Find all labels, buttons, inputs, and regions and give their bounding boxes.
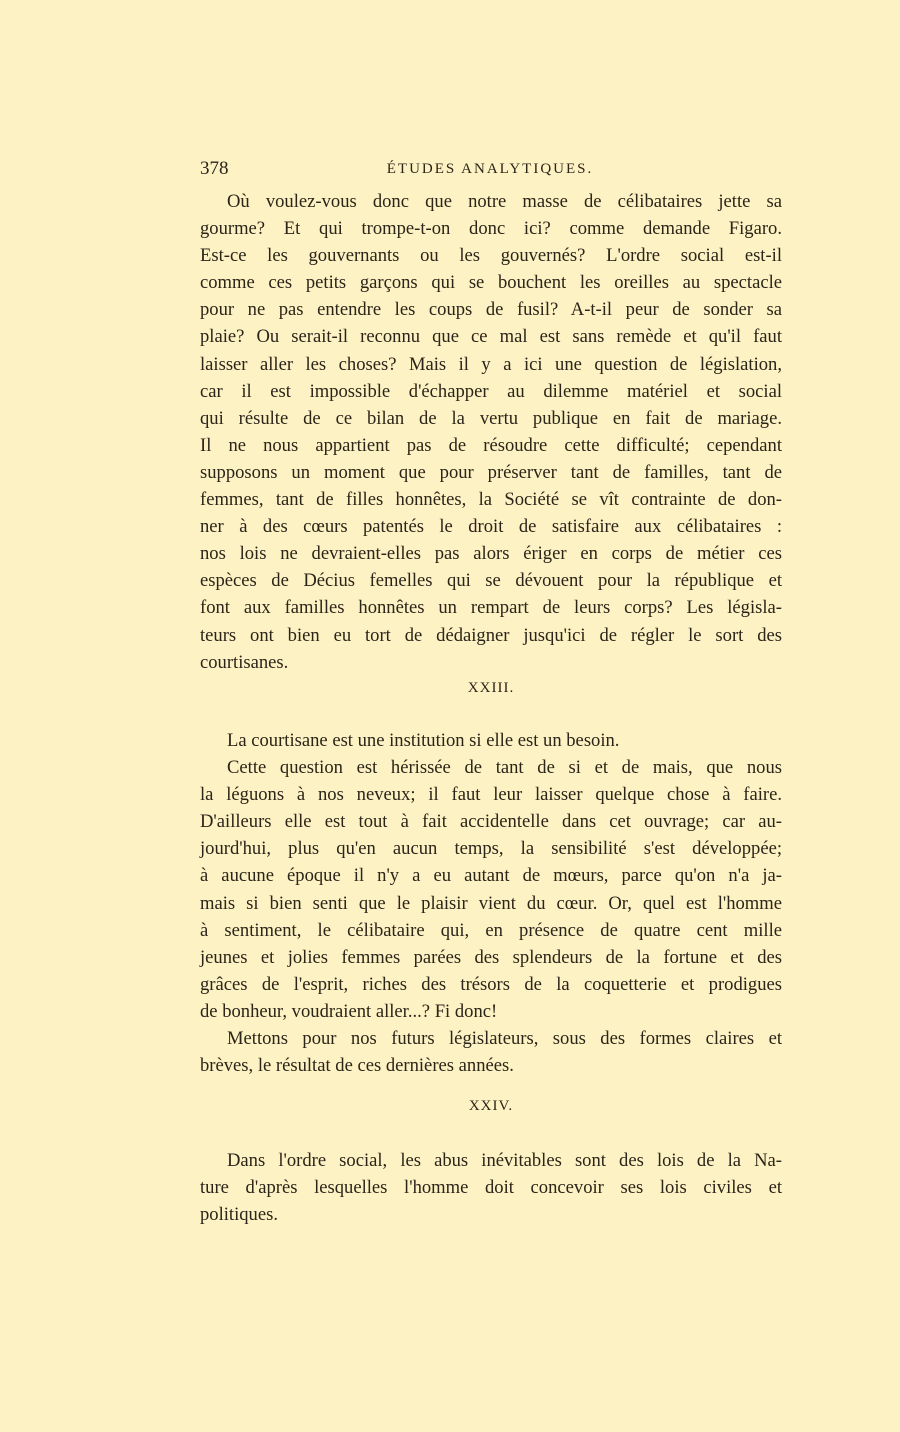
text-line: supposons un moment que pour préserver tant de familles, tant de: [200, 461, 782, 483]
text-line: car il est impossible d'échapper au dilemme matériel et social: [200, 380, 782, 402]
text-line: politiques.: [200, 1204, 278, 1226]
text-line: ner à des cœurs patentés le droit de satisfaire aux célibataires :: [200, 516, 782, 538]
text-line: Où voulez-vous donc que notre masse de célibataires jette sa: [227, 191, 782, 212]
text-line: font aux familles honnêtes un rempart de leurs corps? Les législa-: [200, 597, 782, 619]
text-line: qui résulte de ce bilan de la vertu publique en fait de mariage.: [200, 407, 782, 429]
text-line: Est-ce les gouvernants ou les gouvernés? L'ordre social est-il: [200, 245, 782, 267]
text-line: la léguons à nos neveux; il faut leur laisser quelque chose à faire.: [200, 784, 782, 806]
page-number: 378: [200, 158, 229, 179]
text-line: D'ailleurs elle est tout à fait accidentelle dans cet ouvrage; car au-: [200, 811, 782, 833]
text-line: pour ne pas entendre les coups de fusil? A-t-il peur de sonder sa: [200, 299, 782, 321]
text-line: courtisanes.: [200, 651, 289, 673]
text-line: teurs ont bien eu tort de dédaigner jusqu'ici de régler le sort des: [200, 624, 782, 646]
text-line: plaie? Ou serait-il reconnu que ce mal est sans remède et qu'il faut: [200, 326, 782, 348]
text-line: laisser aller les choses? Mais il y a ici une question de législation,: [200, 353, 782, 375]
text-line: espèces de Décius femelles qui se dévouent pour la république et: [200, 570, 782, 592]
text-line: Cette question est hérissée de tant de si et de mais, que nous: [227, 757, 782, 779]
text-line: comme ces petits garçons qui se bouchent les oreilles au spectacle: [200, 272, 782, 294]
text-line: ture d'après lesquelles l'homme doit concevoir ses lois civiles et: [200, 1177, 782, 1199]
section-xxiv-body: [200, 1147, 782, 1228]
text-line: jeunes et jolies femmes parées des splendeurs de la fortune et des: [200, 946, 782, 968]
text-line: à aucune époque il n'y a eu autant de mœurs, parce qu'on n'a ja-: [200, 865, 782, 887]
text-line: femmes, tant de filles honnêtes, la Société se vît contrainte de don-: [200, 489, 782, 511]
section-xxiii-body: [200, 727, 782, 1079]
text-line: à sentiment, le célibataire qui, en présence de quatre cent mille: [200, 919, 782, 941]
page-header: [200, 158, 780, 184]
text-line: Il ne nous appartient pas de résoudre cette difficulté; cependant: [200, 434, 782, 456]
section-heading-xxiv: XXIV.: [468, 1098, 514, 1114]
text-line: nos lois ne devraient-elles pas alors ériger en corps de métier ces: [200, 543, 782, 565]
text-line: brèves, le résultat de ces dernières années.: [200, 1055, 514, 1077]
text-line: grâces de l'esprit, riches des trésors de la coquetterie et prodigues: [200, 973, 782, 995]
text-line: Mettons pour nos futurs législateurs, sous des formes claires et: [227, 1028, 782, 1050]
text-line: Dans l'ordre social, les abus inévitables sont des lois de la Na-: [227, 1150, 782, 1171]
text-line: mais si bien senti que le plaisir vient du cœur. Or, quel est l'homme: [200, 892, 782, 914]
running-title: ÉTUDES ANALYTIQUES.: [386, 161, 594, 177]
paragraph-block-intro: [200, 188, 782, 676]
text-line: de bonheur, voudraient aller...? Fi donc!: [200, 1000, 498, 1022]
text-line: gourme? Et qui trompe-t-on donc ici? comme demande Figaro.: [200, 218, 782, 240]
text-line: La courtisane est une institution si elle est un besoin.: [227, 730, 620, 751]
section-heading-xxiii: XXIII.: [467, 680, 515, 696]
text-line: jourd'hui, plus qu'en aucun temps, la sensibilité s'est développée;: [200, 838, 782, 860]
